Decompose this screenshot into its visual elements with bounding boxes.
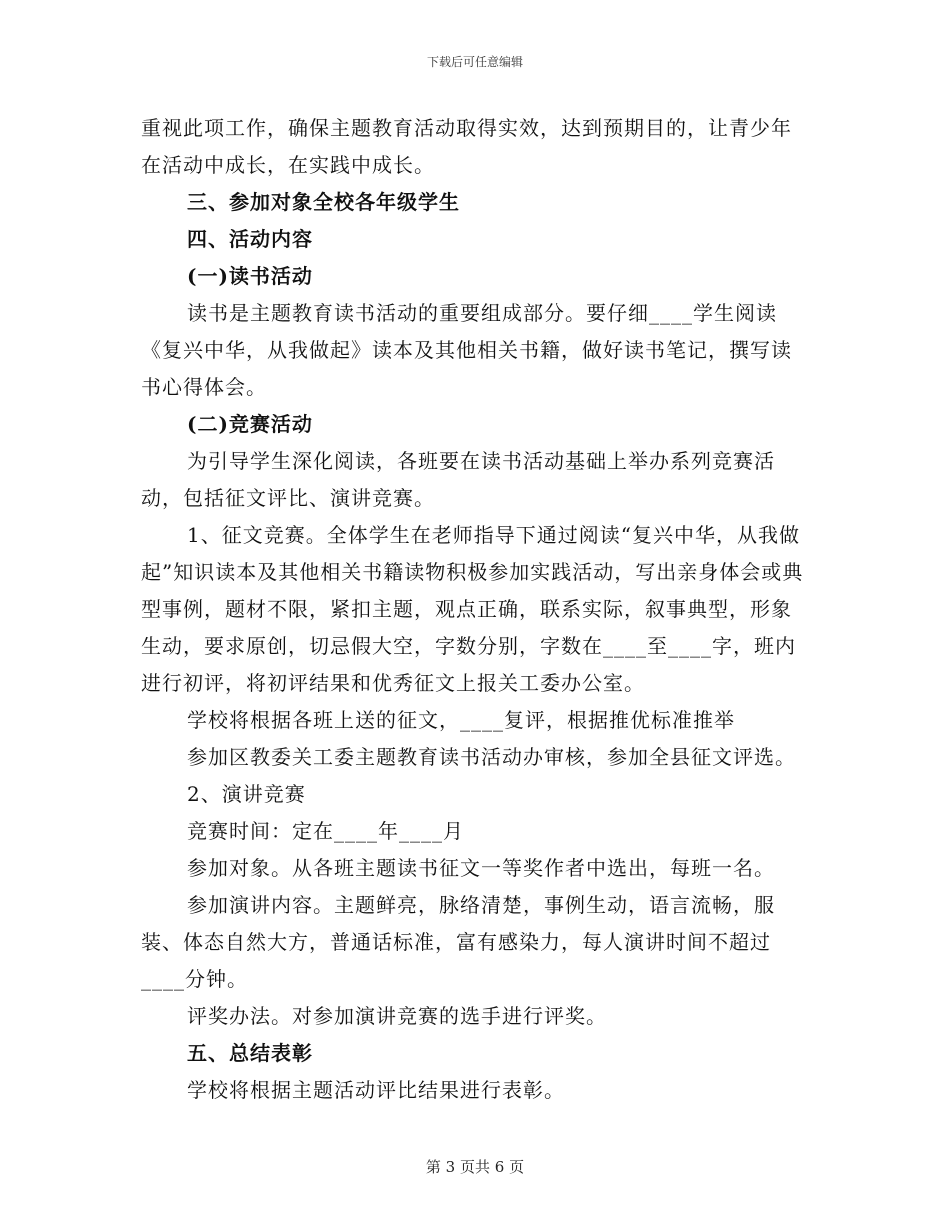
paragraph: 学校将根据主题活动评比结果进行表彰。	[187, 1078, 565, 1102]
document-body	[141, 110, 811, 1109]
paragraph: 为引导学生深化阅读，各班要在读书活动基础上举办系列竞赛活动，包括征文评比、演讲竞赛。	[141, 449, 775, 510]
paragraph: 竞赛时间：定在____年____月	[187, 819, 464, 843]
paragraph: 评奖办法。对参加演讲竞赛的选手进行评奖。	[187, 1004, 607, 1028]
paragraph: 参加区教委关工委主题教育读书活动办审核，参加全县征文评选。	[187, 745, 796, 769]
paragraph: 学校将根据各班上送的征文，____复评，根据推优标准推举	[187, 708, 735, 732]
paragraph: 读书是主题教育读书活动的重要组成部分。要仔细____学生阅读《复兴中华，从我做起》读本及其他相关书籍，做好读书笔记，撰写读书心得体会。	[141, 301, 792, 399]
paragraph: 2、演讲竞赛	[187, 782, 306, 806]
subsection-heading: (一)读书活动	[187, 264, 313, 288]
section-heading: 三、参加对象全校各年级学生	[187, 190, 460, 214]
paragraph: 参加对象。从各班主题读书征文一等奖作者中选出，每班一名。	[187, 856, 775, 880]
subsection-heading: (二)竞赛活动	[187, 412, 313, 436]
section-heading: 四、活动内容	[187, 227, 313, 251]
paragraph: 1、征文竞赛。全体学生在老师指导下通过阅读“复兴中华，从我做起”知识读本及其他相关书籍读物积极参加实践活动，写出亲身体会或典型事例，题材不限，紧扣主题，观点正确，联系实际，叙事典型，形象生动，要求原创，切忌假大空，字数分别，字数在____至____字，班内进行初评，将初评结果和优秀征文上报关工委办公室。	[141, 523, 804, 695]
paragraph: 参加演讲内容。主题鲜亮，脉络清楚，事例生动，语言流畅，服装、体态自然大方，普通话标准，富有感染力，每人演讲时间不超过____分钟。	[141, 893, 775, 991]
page-footer: 第 3 页共 6 页	[425, 1158, 525, 1176]
paragraph: 重视此项工作，确保主题教育活动取得实效，达到预期目的，让青少年在活动中成长，在实践中成长。	[141, 116, 792, 177]
page-header: 下载后可任意编辑	[426, 55, 523, 69]
section-heading: 五、总结表彰	[187, 1041, 313, 1065]
